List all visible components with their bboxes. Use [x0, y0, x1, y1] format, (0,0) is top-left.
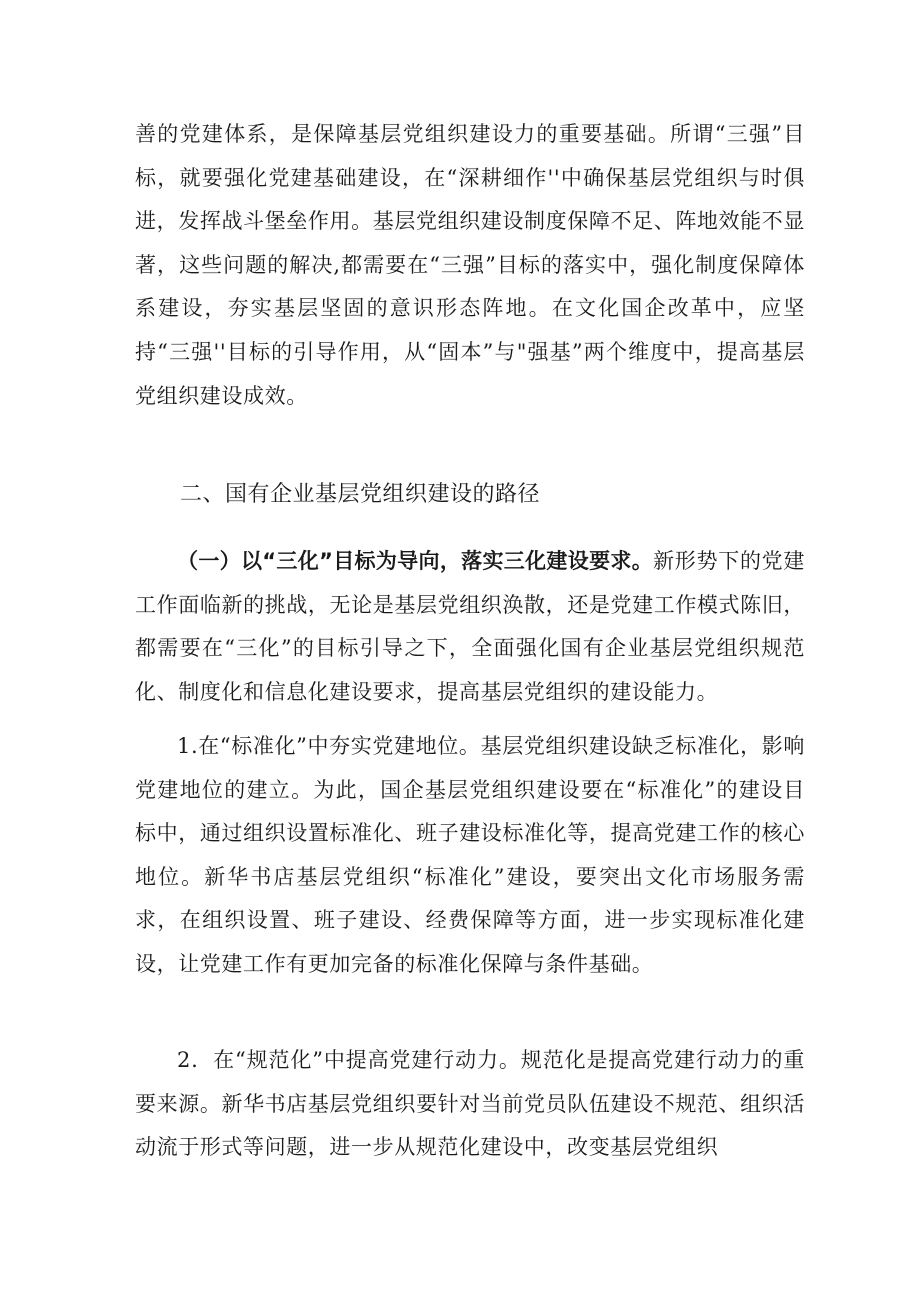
subsection-lead-bold: （一）以“三化”目标为导向，落实三化建设要求。	[177, 549, 654, 573]
body-paragraph-continued: 善的党建体系，是保障基层党组织建设力的重要基础。所谓“三强”目标，就要强化党建基础建设，在“深耕细作''中确保基层党组织与时俱进，发挥战斗堡垒作用。基层党组织建设制度保障不足、阵地效能不显著，这些问题的解决,都需要在“三强”目标的落实中，强化制度保障体系建设，夯实基层坚固的意识形态阵地。在文化国企改革中，应坚持“三强''目标的引导作用，从“固本”与"强基”两个维度中，提高基层党组织建设成效。	[135, 122, 805, 408]
body-paragraph-point-2: 2．在“规范化”中提高党建行动力。规范化是提高党建行动力的重要来源。新华书店基层党组织要针对当前党员队伍建设不规范、组织活动流于形式等问题，进一步从规范化建设中，改变基层党组织	[135, 1048, 805, 1160]
body-paragraph-point-1: 1.在“标准化”中夯实党建地位。基层党组织建设缺乏标准化，影响党建地位的建立。为此，国企基层党组织建设要在“标准化”的建设目标中，通过组织设置标准化、班子建设标准化等，提高党建工作的核心地位。新华书店基层党组织“标准化”建设，要突出文化市场服务需求，在组织设置、班子建设、经费保障等方面，进一步实现标准化建设，让党建工作有更加完备的标准化保障与条件基础。	[135, 734, 805, 976]
subsection-body-text: 新形势下的党建工作面临新的挑战，无论是基层党组织涣散，还是党建工作模式陈旧，都需要在“三化”的目标引导之下，全面强化国有企业基层党组织规范化、制度化和信息化建设要求，提高基层党组织的建设能力。	[135, 549, 806, 704]
section-heading: 二、国有企业基层党组织建设的路径	[180, 482, 541, 507]
body-paragraph-subsection-1	[135, 540, 805, 714]
